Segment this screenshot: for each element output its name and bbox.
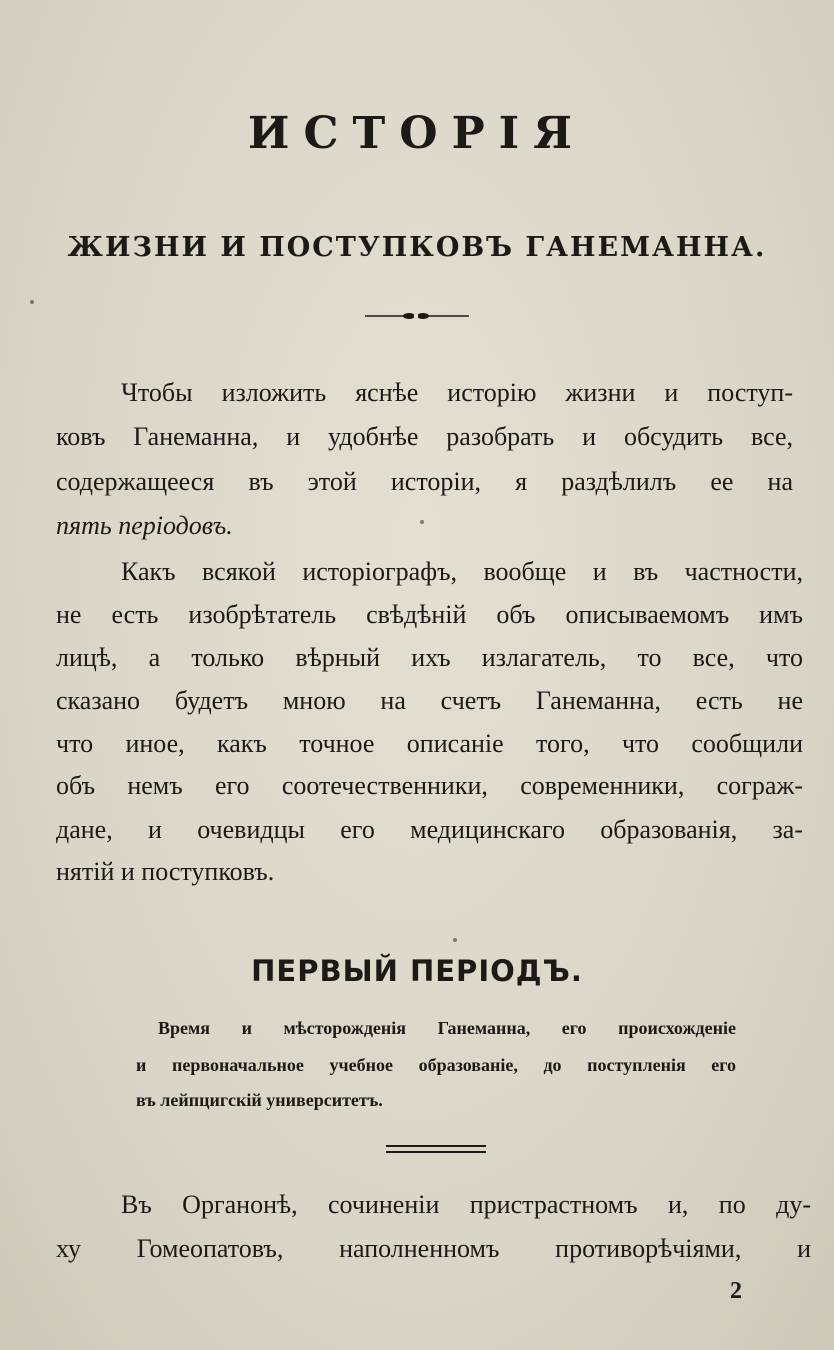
text-line: ху Гомеопатовъ, наполненномъ противорѣчіями, и [56, 1234, 811, 1263]
section-heading: ПЕРВЫЙ ПЕРІОДЪ. [251, 954, 583, 988]
text-line: ковъ Ганеманна, и удобнѣе разобрать и обсудить все, [56, 422, 793, 451]
paper-speck [30, 300, 34, 304]
text-line: сказано будетъ мною на счетъ Ганеманна, есть не [56, 686, 803, 715]
text-line: не есть изобрѣтатель свѣдѣній объ описываемомъ имъ [56, 600, 803, 629]
text-line: что иное, какъ точное описаніе того, что сообщили [56, 729, 803, 758]
page-subtitle: ЖИЗНИ И ПОСТУПКОВЪ ГАНЕМАННА. [67, 232, 767, 263]
text-line: нятій и поступковъ. [56, 857, 275, 886]
text-line: Чтобы изложить яснѣе исторію жизни и поступ- [121, 378, 793, 407]
summary-line: и первоначальное учебное образованіе, до поступленія его [136, 1055, 736, 1075]
text-line: объ немъ его соотечественники, современники, сограж- [56, 771, 803, 800]
page-number: 2 [730, 1278, 742, 1304]
summary-line: въ лейпцигскій университетъ. [136, 1090, 383, 1110]
text-line: дане, и очевидцы его медицинскаго образованія, за- [56, 815, 803, 844]
paper-speck [453, 938, 457, 942]
ornament-divider-icon [365, 309, 469, 323]
paper-speck [420, 520, 424, 524]
text-line-italic: пять періодовъ. [56, 511, 233, 540]
page-title: ИСТОРІЯ [247, 108, 587, 159]
text-line: Въ Органонѣ, сочиненіи пристрастномъ и, по ду- [121, 1190, 811, 1219]
text-line: Какъ всякой исторіографъ, вообще и въ частности, [121, 557, 803, 586]
text-line: лицѣ, а только вѣрный ихъ излагатель, то все, что [56, 643, 803, 672]
summary-line: Время и мѣсторожденія Ганеманна, его происхожденіе [158, 1018, 736, 1038]
double-rule-divider [386, 1145, 486, 1153]
text-line: содержащееся въ этой исторіи, я раздѣлилъ ее на [56, 467, 793, 496]
